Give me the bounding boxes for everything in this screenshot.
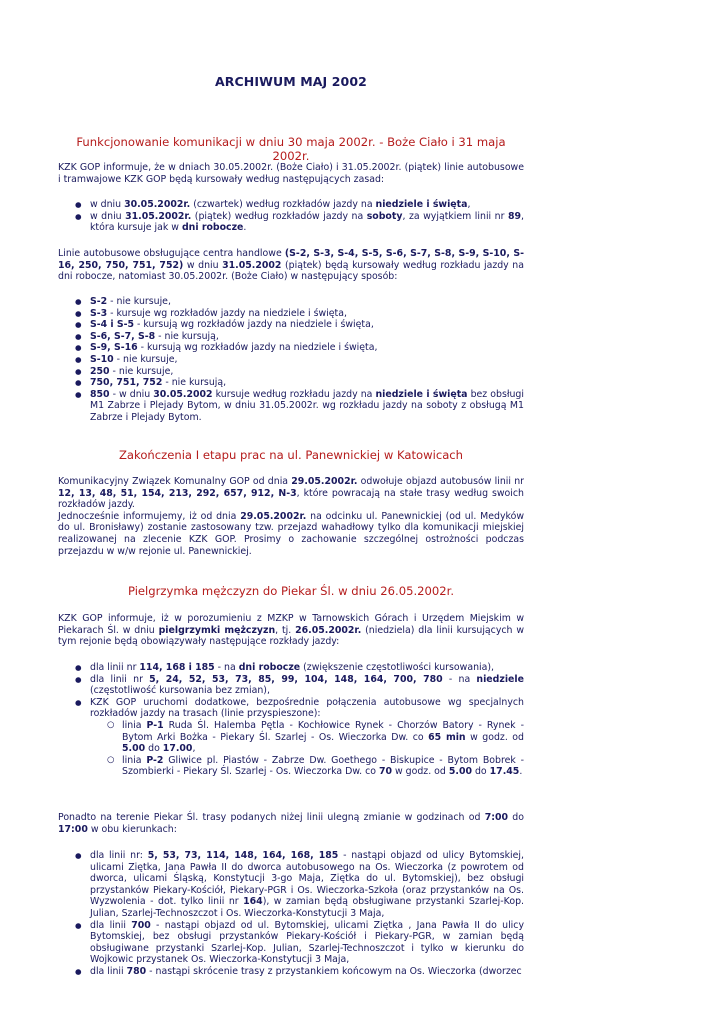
list-item: ● KZK GOP uruchomi dodatkowe, bezpośrednie połączenia autobusowe wg specjalnych rozkładów jazdy na trasach (linie przyspieszone): ○ linia P-1 Ruda Śl. Halemba Pętla - Kochłowice Rynek - Chorzów Batory - Rynek - Bytom Arki Bożka - Piekary Śl. Szarlej - Os. Wieczorka Dw. co 65 min w godz. od 5.00 do 17.00, ○ linia P-2 Gliwice pl. Piastów - Zabrze Dw. Goethego - Biskupice - Bytom Bobrek - Szombierki - Piekary Śl. Szarlej - Os. Wieczorka Dw. co 70 w godz. od 5.00 do 17.45. [58, 697, 524, 778]
list-item: ● S-6, S-7, S-8 - nie kursują, [58, 331, 524, 343]
list-item: ● S-10 - nie kursuje, [58, 354, 524, 366]
section-heading-corpus-christi: Funkcjonowanie komunikacji w dniu 30 maja 2002r. - Boże Ciało i 31 maja 2002r. [76, 135, 506, 163]
list-shopping-lines [58, 296, 524, 424]
paragraph-intro [58, 162, 524, 185]
list-item: ○ linia P-1 Ruda Śl. Halemba Pętla - Kochłowice Rynek - Chorzów Batory - Rynek - Bytom Arki Bożka - Piekary Śl. Szarlej - Os. Wieczorka Dw. co 65 min w godz. od 5.00 do 17.00, [90, 720, 524, 755]
list-item: ● w dniu 30.05.2002r. (czwartek) według rozkładów jazdy na niedziele i święta, [58, 199, 524, 211]
paragraph-pilgrimage: KZK GOP informuje, iż w porozumieniu z MZKP w Tarnowskich Górach i Urzędem Miejskim w Piekarach Śl. w dniu pielgrzymki mężczyzn, tj. 26.05.2002r. (niedziela) dla linii kursujących w tym rejonie będą obowiązywały następujące rozkłady jazdy: [58, 613, 524, 648]
list-item: ● dla linii nr 5, 24, 52, 53, 73, 85, 99, 104, 148, 164, 700, 780 - na niedziele (częstotliwość kursowania bez zmian), [58, 674, 524, 697]
list-item: ● 250 - nie kursuje, [58, 366, 524, 378]
list-item: ● w dniu 31.05.2002r. (piątek) według rozkładów jazdy na soboty, za wyjątkiem linii nr 89, która kursuje jak w dni robocze. [58, 211, 524, 234]
section-heading-pilgrimage: Pielgrzymka mężczyzn do Piekar Śl. w dniu 26.05.2002r. [127, 584, 455, 598]
page-title: ARCHIWUM MAJ 2002 [215, 74, 367, 89]
list-item: ● dla linii 780 - nastąpi skrócenie trasy z przystankiem końcowym na Os. Wieczorka (dworzec [58, 966, 524, 978]
list-item: ● 750, 751, 752 - nie kursują, [58, 377, 524, 389]
paragraph-panewnicka: Komunikacyjny Związek Komunalny GOP od dnia 29.05.2002r. odwołuje objazd autobusów linii nr 12, 13, 48, 51, 154, 213, 292, 657, 912, N-3, które powracają na stałe trasy według swoich rozkładów jazdy. Jednocześnie informujemy, iż od dnia 29.05.2002r. na odcinku ul. Panewnickiej (od ul. Medyków do ul. Bronisławy) zostanie zastosowany tzw. przejazd wahadłowy tylko dla komunikacji miejskiej realizowanej na zlecenie KZK GOP. Prosimy o zachowanie szczególnej ostrożności podczas przejazdu w w/w rejonie ul. Panewnickiej. [58, 476, 525, 557]
section-heading-panewnicka: Zakończenia I etapu prac na ul. Panewnickiej w Katowicach [118, 448, 464, 462]
list-schedule-rules [58, 199, 524, 234]
list-item: ● S-3 - kursuje wg rozkładów jazdy na niedziele i święta, [58, 308, 524, 320]
list-pilgrimage-lines [58, 662, 524, 778]
list-detour-lines [58, 850, 524, 978]
list-item: ● S-9, S-16 - kursują wg rozkładów jazdy na niedziele i święta, [58, 342, 524, 354]
list-item: ● 850 - w dniu 30.05.2002 kursuje według rozkładu jazdy na niedziele i święta bez obsługi M1 Zabrze i Plejady Bytom, w dniu 31.05.2002r. wg rozkładu jazdy na soboty z obsługą M1 Zabrze i Plejady Bytom. [58, 389, 524, 424]
intro-text: KZK GOP informuje, że w dniach 30.05.2002r. (Boże Ciało) i 31.05.2002r. (piątek) linie autobusowe i tramwajowe KZK GOP będą kursowały według następujących zasad: [58, 162, 524, 185]
list-item: ● dla linii nr 114, 168 i 185 - na dni robocze (zwiększenie częstotliwości kursowania), [58, 662, 524, 674]
list-item: ● S-4 i S-5 - kursują wg rozkładów jazdy na niedziele i święta, [58, 319, 524, 331]
list-item: ○ linia P-2 Gliwice pl. Piastów - Zabrze Dw. Goethego - Biskupice - Bytom Bobrek - Szombierki - Piekary Śl. Szarlej - Os. Wieczorka Dw. co 70 w godz. od 5.00 do 17.45. [90, 755, 524, 778]
list-item: ● dla linii nr: 5, 53, 73, 114, 148, 164, 168, 185 - nastąpi objazd od ulicy Bytomskiej, ulicami Ziętka, Jana Pawła II do dworca autobusowego na Os. Wieczorka (z powrotem od dworca, ulicami Śląską, Konstytucji 3-go Maja, Ziętka do ul. Bytomskiej), bez obsługi przystanków Piekary-Kościół, Piekary-PGR i Os. Wieczorka-Szkoła (oraz przystanków na Os. Wyzwolenia - dot. tylko linii nr 164), w zamian będą obsługiwane przystanki Szarlej-Kop. Julian, Szarlej-Technoszczot i Os. Wieczorka-Konstytucji 3 Maja, [58, 850, 524, 920]
paragraph-shopping-lines: Linie autobusowe obsługujące centra handlowe (S-2, S-3, S-4, S-5, S-6, S-7, S-8, S-9, S-10, S-16, 250, 750, 751, 752) w dniu 31.05.2002 (piątek) będą kursowały według rozkładu jazdy na dni robocze, natomiast 30.05.2002r. (Boże Ciało) w następujący sposób: [58, 248, 524, 283]
list-item: ● S-2 - nie kursuje, [58, 296, 524, 308]
list-item: ● dla linii 700 - nastąpi objazd od ul. Bytomskiej, ulicami Ziętka , Jana Pawła II do ulicy Bytomskiej, bez obsługi przystanków Piekary-Kościół i Piekary-PGR, w zamian będą obsługiwane przystanki Szarlej-Kop. Julian, Szarlej-Technoszczot i tylko w kierunku do Wojkowic przystanek Os. Wieczorka-Konstytucji 3 Maja, [58, 920, 524, 966]
list-express-lines [90, 720, 524, 778]
paragraph-piekary-changes: Ponadto na terenie Piekar Śl. trasy podanych niżej linii ulegną zmianie w godzinach od 7:00 do 17:00 w obu kierunkach: [58, 812, 524, 835]
